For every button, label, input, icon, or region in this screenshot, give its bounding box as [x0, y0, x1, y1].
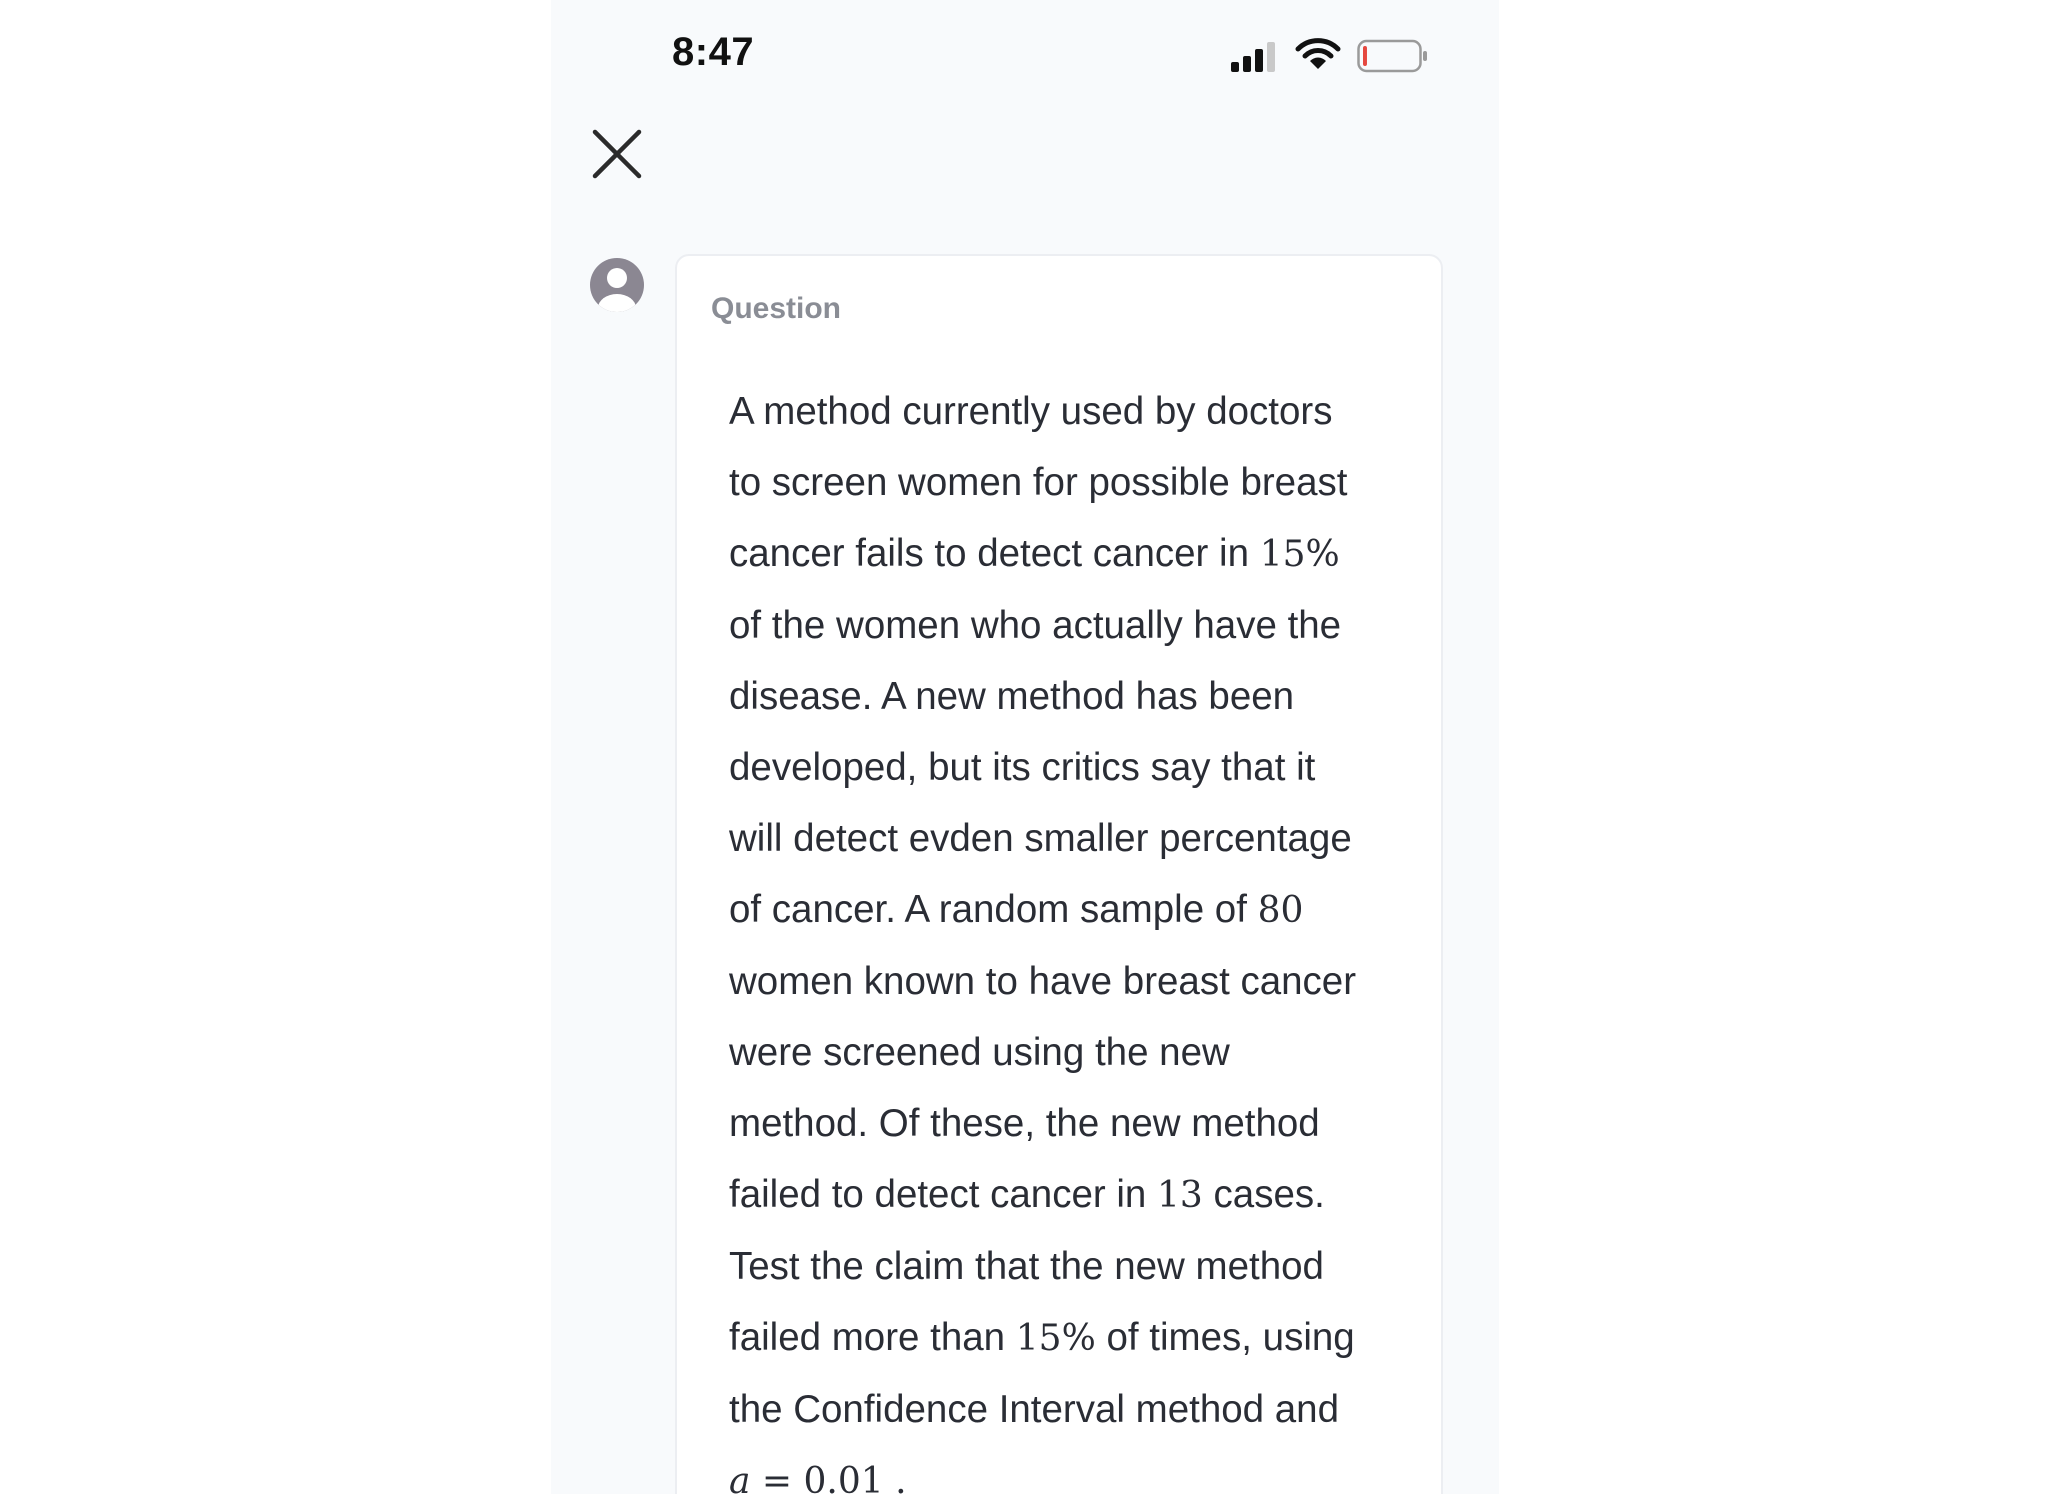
text-segment: disease. A new method has been: [729, 675, 1295, 718]
question-line: [729, 447, 1389, 518]
question-line: [729, 874, 1389, 946]
text-segment: failed more than: [729, 1316, 1016, 1359]
question-line: [729, 590, 1389, 661]
question-card: [675, 254, 1443, 1494]
text-segment: failed to detect cancer in: [729, 1173, 1158, 1216]
math-value: 13: [1157, 1175, 1203, 1216]
battery-level-fill: [1363, 46, 1367, 66]
text-segment: method. Of these, the new method: [729, 1102, 1320, 1145]
text-segment: of cancer. A random sample of: [729, 888, 1258, 931]
question-line: [729, 1231, 1389, 1302]
text-segment: Test the claim that the new method: [729, 1245, 1324, 1288]
question-line: [729, 1302, 1389, 1374]
text-segment: cancer fails to detect cancer in: [729, 532, 1260, 575]
question-line: [729, 732, 1389, 803]
user-avatar-icon: [589, 257, 645, 313]
close-icon[interactable]: [591, 128, 643, 180]
question-line: [729, 376, 1389, 447]
cellular-signal-icon: [1231, 42, 1281, 72]
question-line: [729, 1159, 1389, 1231]
question-text: [729, 376, 1389, 1494]
math-value: 80: [1257, 890, 1304, 931]
question-line: [729, 946, 1389, 1017]
question-line: [729, 1445, 1389, 1494]
math-value: .: [883, 1461, 907, 1494]
question-line: [729, 661, 1389, 732]
text-segment: to screen women for possible breast: [729, 461, 1348, 504]
question-line: [729, 1374, 1389, 1445]
text-segment: were screened using the new: [729, 1031, 1230, 1074]
math-value: a: [729, 1461, 751, 1494]
text-segment: = 0.01: [750, 1461, 884, 1494]
text-segment: of the women who actually have the: [729, 604, 1342, 647]
text-segment: developed, but its critics say that it: [729, 746, 1316, 789]
text-segment: will detect evden smaller percentage: [729, 817, 1352, 860]
battery-icon: [1357, 38, 1429, 74]
math-value: 15%: [1015, 1318, 1096, 1359]
status-time: 8:47: [672, 30, 755, 74]
question-line: [729, 803, 1389, 874]
text-segment: cases.: [1202, 1173, 1325, 1216]
wifi-icon: [1295, 38, 1341, 72]
question-line: [729, 518, 1389, 590]
question-line: [729, 1088, 1389, 1159]
question-label: Question: [711, 292, 842, 325]
phone-screen: [551, 0, 1499, 1494]
text-segment: the Confidence Interval method and: [729, 1388, 1339, 1431]
question-line: [729, 1017, 1389, 1088]
text-segment: of times, using: [1095, 1316, 1355, 1359]
math-value: 15%: [1259, 534, 1340, 575]
text-segment: women known to have breast cancer: [729, 960, 1357, 1003]
text-segment: A method currently used by doctors: [729, 390, 1333, 433]
